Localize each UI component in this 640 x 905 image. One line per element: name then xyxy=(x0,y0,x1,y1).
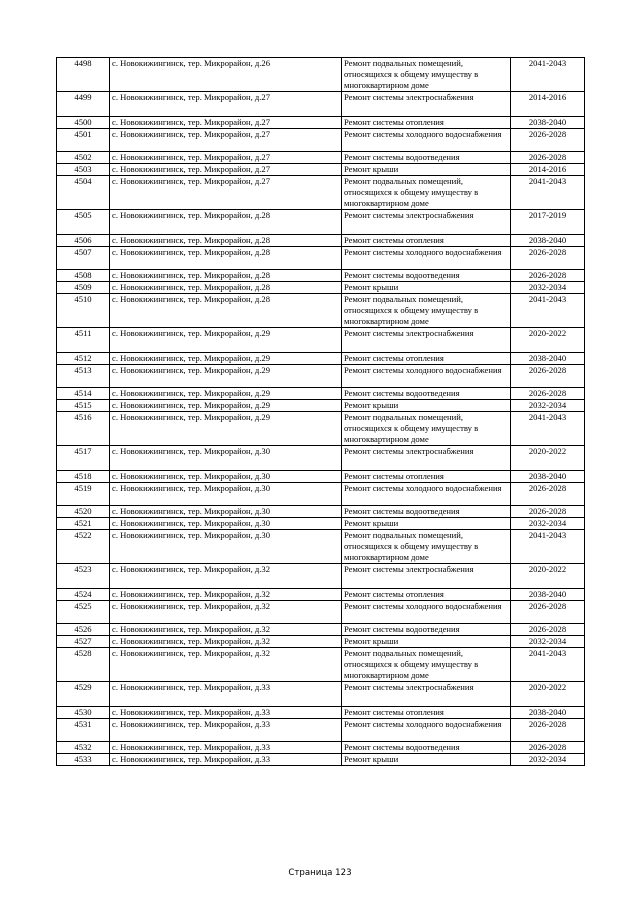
work-type-cell: Ремонт крыши xyxy=(342,164,511,176)
work-type-cell: Ремонт подвальных помещений, относящихся к общему имуществу в многоквартирном доме xyxy=(342,412,511,446)
table-row xyxy=(57,235,585,247)
address-cell: с. Новокижингинск, тер. Микрорайон, д.26 xyxy=(110,58,342,92)
row-number-cell: 4501 xyxy=(57,129,110,152)
period-cell: 2020-2022 xyxy=(511,564,585,589)
table-row xyxy=(57,530,585,564)
work-type-cell: Ремонт системы водоотведения xyxy=(342,506,511,518)
row-number-cell: 4527 xyxy=(57,636,110,648)
table-row xyxy=(57,117,585,129)
work-type-cell: Ремонт системы электроснабжения xyxy=(342,92,511,117)
period-cell: 2026-2028 xyxy=(511,388,585,400)
table-row xyxy=(57,648,585,682)
table-row xyxy=(57,270,585,282)
period-cell: 2026-2028 xyxy=(511,365,585,388)
work-type-cell: Ремонт подвальных помещений, относящихся к общему имуществу в многоквартирном доме xyxy=(342,530,511,564)
address-cell: с. Новокижингинск, тер. Микрорайон, д.29 xyxy=(110,388,342,400)
table-row xyxy=(57,707,585,719)
period-cell: 2041-2043 xyxy=(511,176,585,210)
row-number-cell: 4509 xyxy=(57,282,110,294)
address-cell: с. Новокижингинск, тер. Микрорайон, д.27 xyxy=(110,152,342,164)
row-number-cell: 4503 xyxy=(57,164,110,176)
address-cell: с. Новокижингинск, тер. Микрорайон, д.32 xyxy=(110,564,342,589)
table-row xyxy=(57,247,585,270)
work-type-cell: Ремонт крыши xyxy=(342,400,511,412)
row-number-cell: 4502 xyxy=(57,152,110,164)
period-cell: 2017-2019 xyxy=(511,210,585,235)
period-cell: 2020-2022 xyxy=(511,328,585,353)
address-cell: с. Новокижингинск, тер. Микрорайон, д.27 xyxy=(110,92,342,117)
address-cell: с. Новокижингинск, тер. Микрорайон, д.28 xyxy=(110,270,342,282)
table-row xyxy=(57,564,585,589)
address-cell: с. Новокижингинск, тер. Микрорайон, д.33 xyxy=(110,707,342,719)
work-type-cell: Ремонт системы отопления xyxy=(342,589,511,601)
table-row xyxy=(57,400,585,412)
work-type-cell: Ремонт системы холодного водоснабжения xyxy=(342,483,511,506)
row-number-cell: 4510 xyxy=(57,294,110,328)
period-cell: 2014-2016 xyxy=(511,164,585,176)
address-cell: с. Новокижингинск, тер. Микрорайон, д.33 xyxy=(110,719,342,742)
address-cell: с. Новокижингинск, тер. Микрорайон, д.30 xyxy=(110,483,342,506)
period-cell: 2032-2034 xyxy=(511,400,585,412)
period-cell: 2038-2040 xyxy=(511,117,585,129)
table-row xyxy=(57,294,585,328)
address-cell: с. Новокижингинск, тер. Микрорайон, д.32 xyxy=(110,624,342,636)
period-cell: 2041-2043 xyxy=(511,412,585,446)
period-cell: 2014-2016 xyxy=(511,92,585,117)
row-number-cell: 4524 xyxy=(57,589,110,601)
table-row xyxy=(57,682,585,707)
work-type-cell: Ремонт системы водоотведения xyxy=(342,270,511,282)
repair-schedule-table xyxy=(56,57,585,766)
period-cell: 2041-2043 xyxy=(511,648,585,682)
table-row xyxy=(57,754,585,766)
period-cell: 2038-2040 xyxy=(511,353,585,365)
address-cell: с. Новокижингинск, тер. Микрорайон, д.29 xyxy=(110,328,342,353)
row-number-cell: 4521 xyxy=(57,518,110,530)
address-cell: с. Новокижингинск, тер. Микрорайон, д.28 xyxy=(110,247,342,270)
period-cell: 2026-2028 xyxy=(511,129,585,152)
address-cell: с. Новокижингинск, тер. Микрорайон, д.33 xyxy=(110,742,342,754)
period-cell: 2026-2028 xyxy=(511,719,585,742)
row-number-cell: 4515 xyxy=(57,400,110,412)
address-cell: с. Новокижингинск, тер. Микрорайон, д.27 xyxy=(110,117,342,129)
table-row xyxy=(57,483,585,506)
address-cell: с. Новокижингинск, тер. Микрорайон, д.27 xyxy=(110,176,342,210)
table-row xyxy=(57,210,585,235)
work-type-cell: Ремонт системы холодного водоснабжения xyxy=(342,601,511,624)
address-cell: с. Новокижингинск, тер. Микрорайон, д.33 xyxy=(110,682,342,707)
row-number-cell: 4508 xyxy=(57,270,110,282)
table-row xyxy=(57,152,585,164)
address-cell: с. Новокижингинск, тер. Микрорайон, д.27 xyxy=(110,129,342,152)
table-row xyxy=(57,412,585,446)
address-cell: с. Новокижингинск, тер. Микрорайон, д.32 xyxy=(110,589,342,601)
work-type-cell: Ремонт системы водоотведения xyxy=(342,742,511,754)
period-cell: 2032-2034 xyxy=(511,282,585,294)
period-cell: 2026-2028 xyxy=(511,601,585,624)
period-cell: 2026-2028 xyxy=(511,506,585,518)
work-type-cell: Ремонт системы холодного водоснабжения xyxy=(342,719,511,742)
row-number-cell: 4523 xyxy=(57,564,110,589)
table-row xyxy=(57,636,585,648)
address-cell: с. Новокижингинск, тер. Микрорайон, д.29 xyxy=(110,400,342,412)
table-row xyxy=(57,742,585,754)
row-number-cell: 4512 xyxy=(57,353,110,365)
table-row xyxy=(57,719,585,742)
work-type-cell: Ремонт подвальных помещений, относящихся к общему имуществу в многоквартирном доме xyxy=(342,294,511,328)
period-cell: 2026-2028 xyxy=(511,247,585,270)
period-cell: 2032-2034 xyxy=(511,636,585,648)
period-cell: 2026-2028 xyxy=(511,483,585,506)
period-cell: 2041-2043 xyxy=(511,58,585,92)
period-cell: 2032-2034 xyxy=(511,518,585,530)
table-row xyxy=(57,589,585,601)
work-type-cell: Ремонт подвальных помещений, относящихся к общему имуществу в многоквартирном доме xyxy=(342,176,511,210)
work-type-cell: Ремонт крыши xyxy=(342,282,511,294)
address-cell: с. Новокижингинск, тер. Микрорайон, д.30 xyxy=(110,530,342,564)
work-type-cell: Ремонт системы водоотведения xyxy=(342,624,511,636)
row-number-cell: 4519 xyxy=(57,483,110,506)
period-cell: 2038-2040 xyxy=(511,471,585,483)
table-row xyxy=(57,471,585,483)
work-type-cell: Ремонт системы электроснабжения xyxy=(342,564,511,589)
address-cell: с. Новокижингинск, тер. Микрорайон, д.27 xyxy=(110,164,342,176)
table-row xyxy=(57,365,585,388)
address-cell: с. Новокижингинск, тер. Микрорайон, д.33 xyxy=(110,754,342,766)
table-row xyxy=(57,176,585,210)
row-number-cell: 4514 xyxy=(57,388,110,400)
row-number-cell: 4532 xyxy=(57,742,110,754)
work-type-cell: Ремонт системы отопления xyxy=(342,471,511,483)
period-cell: 2038-2040 xyxy=(511,235,585,247)
work-type-cell: Ремонт системы электроснабжения xyxy=(342,210,511,235)
period-cell: 2038-2040 xyxy=(511,707,585,719)
work-type-cell: Ремонт подвальных помещений, относящихся к общему имуществу в многоквартирном доме xyxy=(342,58,511,92)
period-cell: 2041-2043 xyxy=(511,294,585,328)
period-cell: 2026-2028 xyxy=(511,152,585,164)
table-row xyxy=(57,328,585,353)
work-type-cell: Ремонт системы отопления xyxy=(342,117,511,129)
work-type-cell: Ремонт подвальных помещений, относящихся к общему имуществу в многоквартирном доме xyxy=(342,648,511,682)
work-type-cell: Ремонт крыши xyxy=(342,636,511,648)
table-row xyxy=(57,388,585,400)
row-number-cell: 4499 xyxy=(57,92,110,117)
address-cell: с. Новокижингинск, тер. Микрорайон, д.28 xyxy=(110,282,342,294)
row-number-cell: 4504 xyxy=(57,176,110,210)
address-cell: с. Новокижингинск, тер. Микрорайон, д.30 xyxy=(110,506,342,518)
work-type-cell: Ремонт крыши xyxy=(342,518,511,530)
table-row xyxy=(57,353,585,365)
work-type-cell: Ремонт системы электроснабжения xyxy=(342,328,511,353)
period-cell: 2026-2028 xyxy=(511,624,585,636)
address-cell: с. Новокижингинск, тер. Микрорайон, д.30 xyxy=(110,471,342,483)
work-type-cell: Ремонт системы водоотведения xyxy=(342,152,511,164)
row-number-cell: 4528 xyxy=(57,648,110,682)
address-cell: с. Новокижингинск, тер. Микрорайон, д.32 xyxy=(110,636,342,648)
row-number-cell: 4516 xyxy=(57,412,110,446)
row-number-cell: 4518 xyxy=(57,471,110,483)
period-cell: 2026-2028 xyxy=(511,270,585,282)
row-number-cell: 4525 xyxy=(57,601,110,624)
period-cell: 2041-2043 xyxy=(511,530,585,564)
address-cell: с. Новокижингинск, тер. Микрорайон, д.30 xyxy=(110,446,342,471)
period-cell: 2038-2040 xyxy=(511,589,585,601)
table-row xyxy=(57,601,585,624)
work-type-cell: Ремонт системы холодного водоснабжения xyxy=(342,247,511,270)
row-number-cell: 4500 xyxy=(57,117,110,129)
work-type-cell: Ремонт крыши xyxy=(342,754,511,766)
table-row xyxy=(57,164,585,176)
table-row xyxy=(57,129,585,152)
work-type-cell: Ремонт системы отопления xyxy=(342,235,511,247)
work-type-cell: Ремонт системы холодного водоснабжения xyxy=(342,365,511,388)
row-number-cell: 4522 xyxy=(57,530,110,564)
period-cell: 2026-2028 xyxy=(511,742,585,754)
row-number-cell: 4507 xyxy=(57,247,110,270)
table-row xyxy=(57,446,585,471)
row-number-cell: 4511 xyxy=(57,328,110,353)
period-cell: 2020-2022 xyxy=(511,446,585,471)
row-number-cell: 4520 xyxy=(57,506,110,518)
table-row xyxy=(57,518,585,530)
address-cell: с. Новокижингинск, тер. Микрорайон, д.28 xyxy=(110,294,342,328)
address-cell: с. Новокижингинск, тер. Микрорайон, д.29 xyxy=(110,365,342,388)
work-type-cell: Ремонт системы отопления xyxy=(342,353,511,365)
table-row xyxy=(57,58,585,92)
work-type-cell: Ремонт системы отопления xyxy=(342,707,511,719)
work-type-cell: Ремонт системы холодного водоснабжения xyxy=(342,129,511,152)
table-row xyxy=(57,282,585,294)
page-number: Страница 123 xyxy=(288,868,352,878)
period-cell: 2032-2034 xyxy=(511,754,585,766)
row-number-cell: 4505 xyxy=(57,210,110,235)
address-cell: с. Новокижингинск, тер. Микрорайон, д.30 xyxy=(110,518,342,530)
address-cell: с. Новокижингинск, тер. Микрорайон, д.28 xyxy=(110,210,342,235)
period-cell: 2020-2022 xyxy=(511,682,585,707)
row-number-cell: 4529 xyxy=(57,682,110,707)
row-number-cell: 4531 xyxy=(57,719,110,742)
row-number-cell: 4506 xyxy=(57,235,110,247)
work-type-cell: Ремонт системы водоотведения xyxy=(342,388,511,400)
address-cell: с. Новокижингинск, тер. Микрорайон, д.29 xyxy=(110,412,342,446)
table-body xyxy=(57,58,585,766)
row-number-cell: 4517 xyxy=(57,446,110,471)
address-cell: с. Новокижингинск, тер. Микрорайон, д.32 xyxy=(110,648,342,682)
table-row xyxy=(57,92,585,117)
row-number-cell: 4513 xyxy=(57,365,110,388)
row-number-cell: 4533 xyxy=(57,754,110,766)
work-type-cell: Ремонт системы электроснабжения xyxy=(342,682,511,707)
table-row xyxy=(57,506,585,518)
address-cell: с. Новокижингинск, тер. Микрорайон, д.28 xyxy=(110,235,342,247)
row-number-cell: 4498 xyxy=(57,58,110,92)
row-number-cell: 4526 xyxy=(57,624,110,636)
work-type-cell: Ремонт системы электроснабжения xyxy=(342,446,511,471)
row-number-cell: 4530 xyxy=(57,707,110,719)
table-row xyxy=(57,624,585,636)
address-cell: с. Новокижингинск, тер. Микрорайон, д.32 xyxy=(110,601,342,624)
address-cell: с. Новокижингинск, тер. Микрорайон, д.29 xyxy=(110,353,342,365)
